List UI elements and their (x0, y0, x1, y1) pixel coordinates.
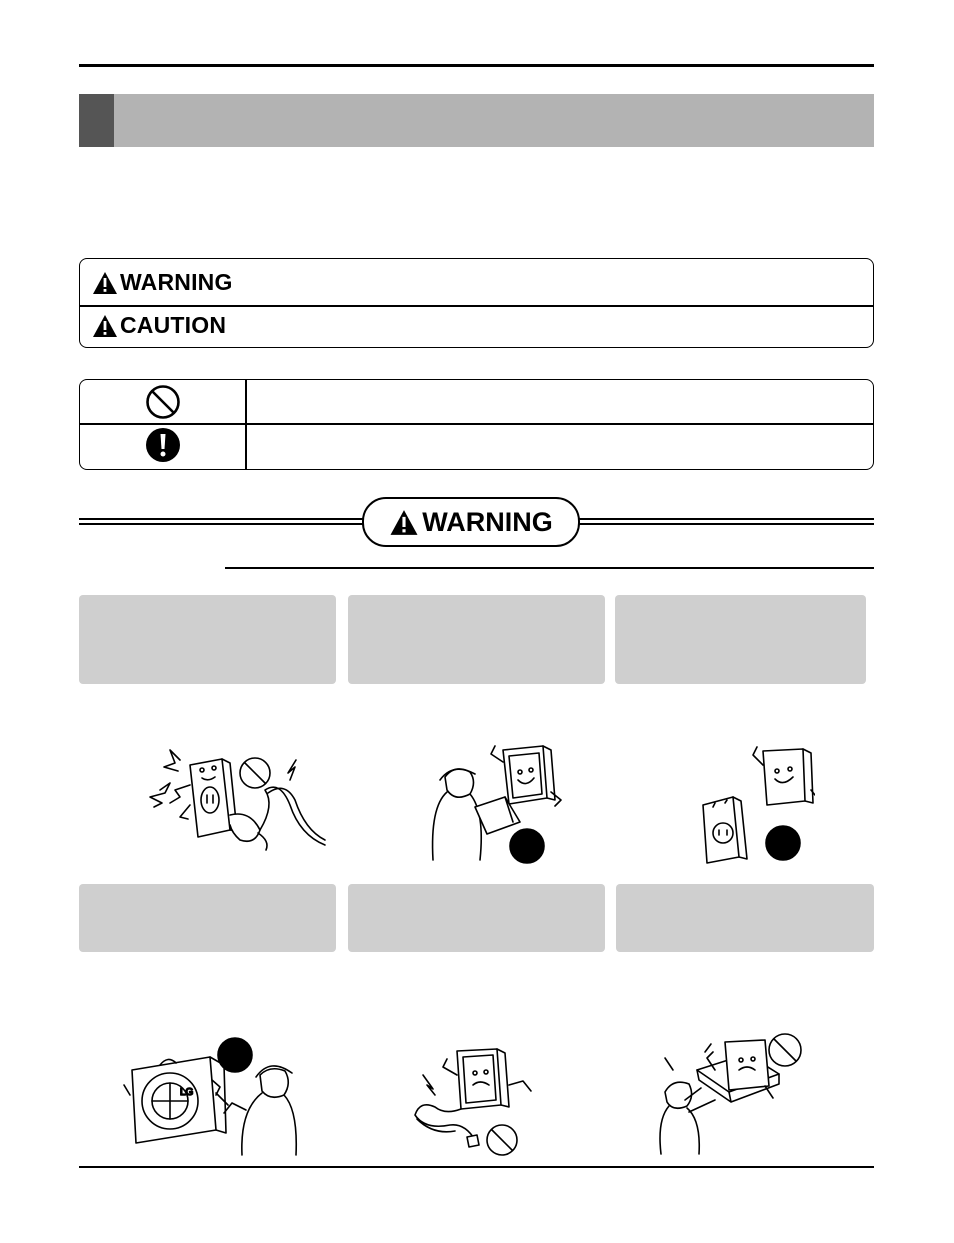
legend-caution-label: CAUTION (120, 312, 227, 338)
symbol-legend-divider (80, 423, 873, 425)
warning-triangle-icon (92, 314, 118, 338)
illustration-read-manual (425, 742, 565, 867)
illustration-lifting-unit (655, 1030, 805, 1155)
symbol-legend-column-divider (245, 380, 247, 469)
banner-rule-left-bottom (79, 523, 363, 525)
warning-card-3 (615, 595, 866, 684)
illustration-damaged-cord (405, 1045, 545, 1160)
illustration-installer-outdoor-unit (120, 1035, 310, 1157)
banner-rule-right-top (578, 518, 874, 520)
banner-rule-right-bottom (578, 523, 874, 525)
warning-card-6 (616, 884, 874, 952)
warning-card-4 (79, 884, 336, 952)
legend-caution (92, 312, 226, 339)
symbol-legend (79, 379, 874, 470)
warning-card-2 (348, 595, 605, 684)
legend-warning (92, 269, 233, 296)
warning-card-1 (79, 595, 336, 684)
warning-banner (362, 497, 580, 547)
unit-logo: LG (180, 1087, 194, 1098)
section-subrule (225, 567, 874, 569)
warning-card-5 (348, 884, 605, 952)
top-rule (79, 64, 874, 67)
exclamation-icon (145, 427, 181, 463)
legend-warning-label: WARNING (120, 269, 233, 295)
bottom-rule (79, 1166, 874, 1168)
warning-triangle-icon (92, 271, 118, 295)
warning-triangle-icon (389, 509, 419, 536)
illustration-damaged-outlet (140, 745, 330, 865)
illustration-dedicated-outlet (695, 745, 815, 865)
legend-divider (80, 305, 873, 307)
warning-banner-label: WARNING (422, 506, 553, 537)
section-title-bar (79, 94, 874, 147)
severity-legend (79, 258, 874, 348)
banner-rule-left-top (79, 518, 363, 520)
prohibition-icon (145, 384, 181, 420)
section-title-tab (79, 94, 114, 147)
